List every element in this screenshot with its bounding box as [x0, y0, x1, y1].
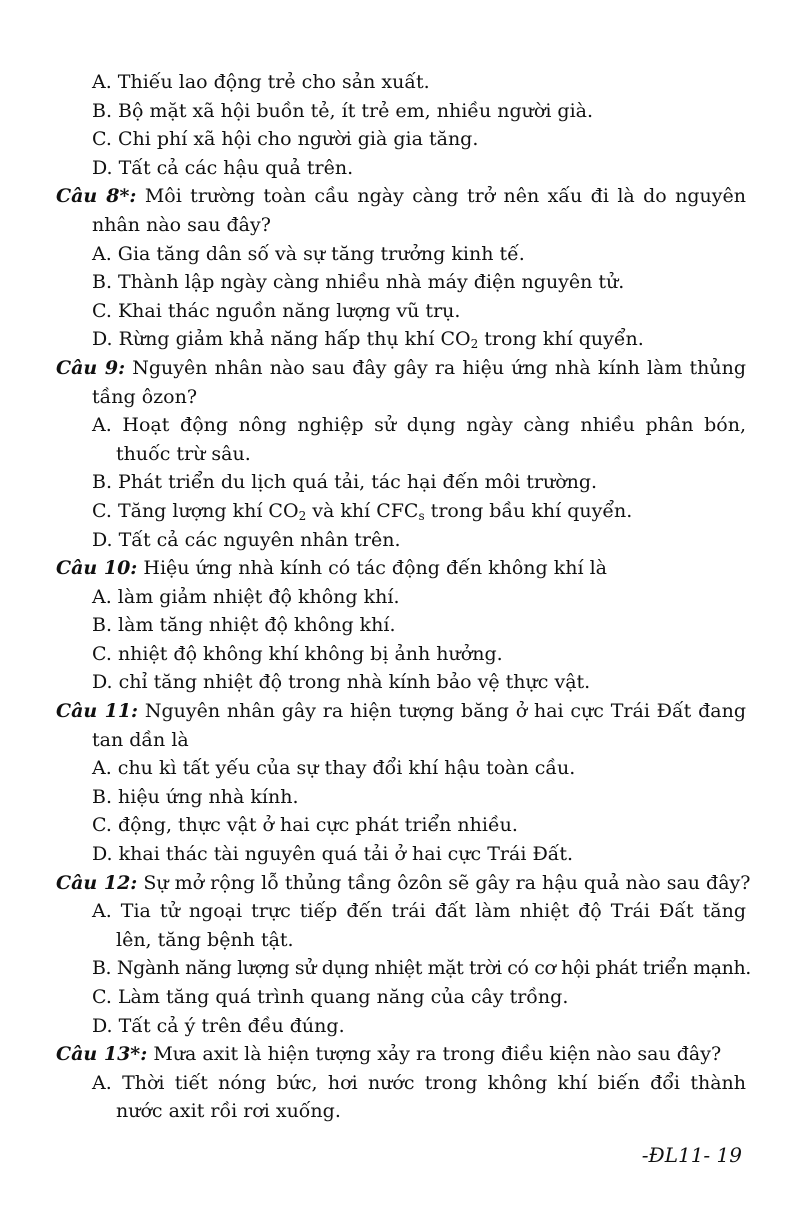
option-line: D. Tất cả ý trên đều đúng.: [92, 1014, 345, 1037]
option-line: C. động, thực vật ở hai cực phát triển nhiều.: [92, 814, 518, 837]
option-line: B. Phát triển du lịch quá tải, tác hại đến môi trường.: [92, 471, 598, 494]
option-line: B. Thành lập ngày càng nhiều nhà máy điện nguyên tử.: [92, 271, 625, 294]
question-9-stem-cont: tầng ôzon?: [92, 385, 198, 408]
question-8-stem-cont: nhân nào sau đây?: [92, 213, 271, 236]
question-12-label: Câu 12:: [56, 871, 138, 894]
option-text: C. Chi phí xã hội cho người già gia tăng.: [92, 128, 479, 151]
option-text: D. Rừng giảm khả năng hấp thụ khí CO: [92, 328, 471, 351]
question-10-text: Hiệu ứng nhà kính có tác động đến không khí là: [143, 557, 607, 580]
option-line-cont: lên, tăng bệnh tật.: [116, 928, 294, 951]
question-11-label: Câu 11:: [56, 700, 139, 723]
option-line: C. Khai thác nguồn năng lượng vũ trụ.: [92, 299, 461, 322]
option-line: B. Ngành năng lượng sử dụng nhiệt mặt trời có cơ hội phát triển mạnh.: [92, 957, 751, 980]
option-line: C. Làm tăng quá trình quang năng của cây trồng.: [92, 986, 569, 1008]
option-line: D. Tất cả các nguyên nhân trên.: [92, 528, 401, 551]
question-11-text: Nguyên nhân gây ra hiện tượng băng ở hai cực Trái Đất đang: [144, 700, 746, 723]
question-13-stem: [56, 1040, 746, 1069]
option-line: A. Thiếu lao động trẻ cho sản xuất.: [92, 71, 430, 93]
option-line: D. khai thác tài nguyên quá tải ở hai cực Trái Đất.: [92, 843, 574, 866]
question-list: [56, 68, 751, 1126]
option-line: A. Thời tiết nóng bức, hơi nước trong không khí biến đổi thành: [92, 1071, 746, 1094]
option-line: [56, 325, 746, 354]
option-line: [56, 497, 746, 526]
option-line-cont: thuốc trừ sâu.: [116, 442, 251, 465]
question-13-text: Mưa axit là hiện tượng xảy ra trong điều kiện nào sau đây?: [153, 1043, 722, 1066]
option-line: C. nhiệt độ không khí không bị ảnh hưởng.: [92, 642, 503, 665]
question-8-text: Môi trường toàn cầu ngày càng trở nên xấu đi là do nguyên: [144, 185, 746, 208]
question-11-stem: [56, 697, 746, 726]
option-line: A. chu kì tất yếu của sự thay đổi khí hậu toàn cầu.: [92, 757, 576, 780]
option-line: A. Tia tử ngoại trực tiếp đến trái đất làm nhiệt độ Trái Đất tăng: [92, 900, 746, 923]
question-12-text: Sự mở rộng lỗ thủng tầng ôzôn sẽ gây ra hậu quả nào sau đây?: [143, 871, 751, 894]
subscript: 2: [470, 337, 479, 352]
question-9-stem: [56, 354, 746, 383]
option-line: B. làm tăng nhiệt độ không khí.: [92, 614, 396, 637]
page-footer: -ĐL11- 19: [641, 1143, 742, 1167]
subscript: s: [418, 508, 425, 523]
option-text: C. Tăng lượng khí CO: [92, 499, 299, 522]
option-line: B. hiệu ứng nhà kính.: [92, 785, 299, 808]
question-10-stem: [56, 554, 746, 583]
subscript: 2: [298, 508, 307, 523]
question-11-stem-cont: tan dần là: [92, 728, 189, 751]
option-line-cont: nước axit rồi rơi xuống.: [116, 1100, 341, 1123]
option-text: và khí CFC: [306, 499, 419, 522]
question-13-label: Câu 13*:: [56, 1043, 148, 1066]
question-12-stem: [56, 869, 751, 898]
option-line: B. Bộ mặt xã hội buồn tẻ, ít trẻ em, nhiều người già.: [92, 99, 594, 122]
question-10-label: Câu 10:: [56, 557, 138, 580]
question-8-stem: [56, 182, 746, 211]
option-text: trong bầu khí quyển.: [424, 499, 633, 522]
option-line: A. làm giảm nhiệt độ không khí.: [92, 585, 400, 608]
option-line: A. Hoạt động nông nghiệp sử dụng ngày càng nhiều phân bón,: [92, 414, 746, 437]
option-text: trong khí quyển.: [478, 328, 644, 351]
question-8-label: Câu 8*:: [56, 185, 137, 208]
option-line: A. Gia tăng dân số và sự tăng trưởng kinh tế.: [92, 242, 525, 265]
option-line: D. chỉ tăng nhiệt độ trong nhà kính bảo vệ thực vật.: [92, 671, 591, 694]
question-9-text: Nguyên nhân nào sau đây gây ra hiệu ứng nhà kính làm thủng: [132, 356, 746, 379]
option-line: D. Tất cả các hậu quả trên.: [92, 156, 354, 179]
option-line: [56, 125, 746, 154]
question-9-label: Câu 9:: [56, 356, 126, 379]
